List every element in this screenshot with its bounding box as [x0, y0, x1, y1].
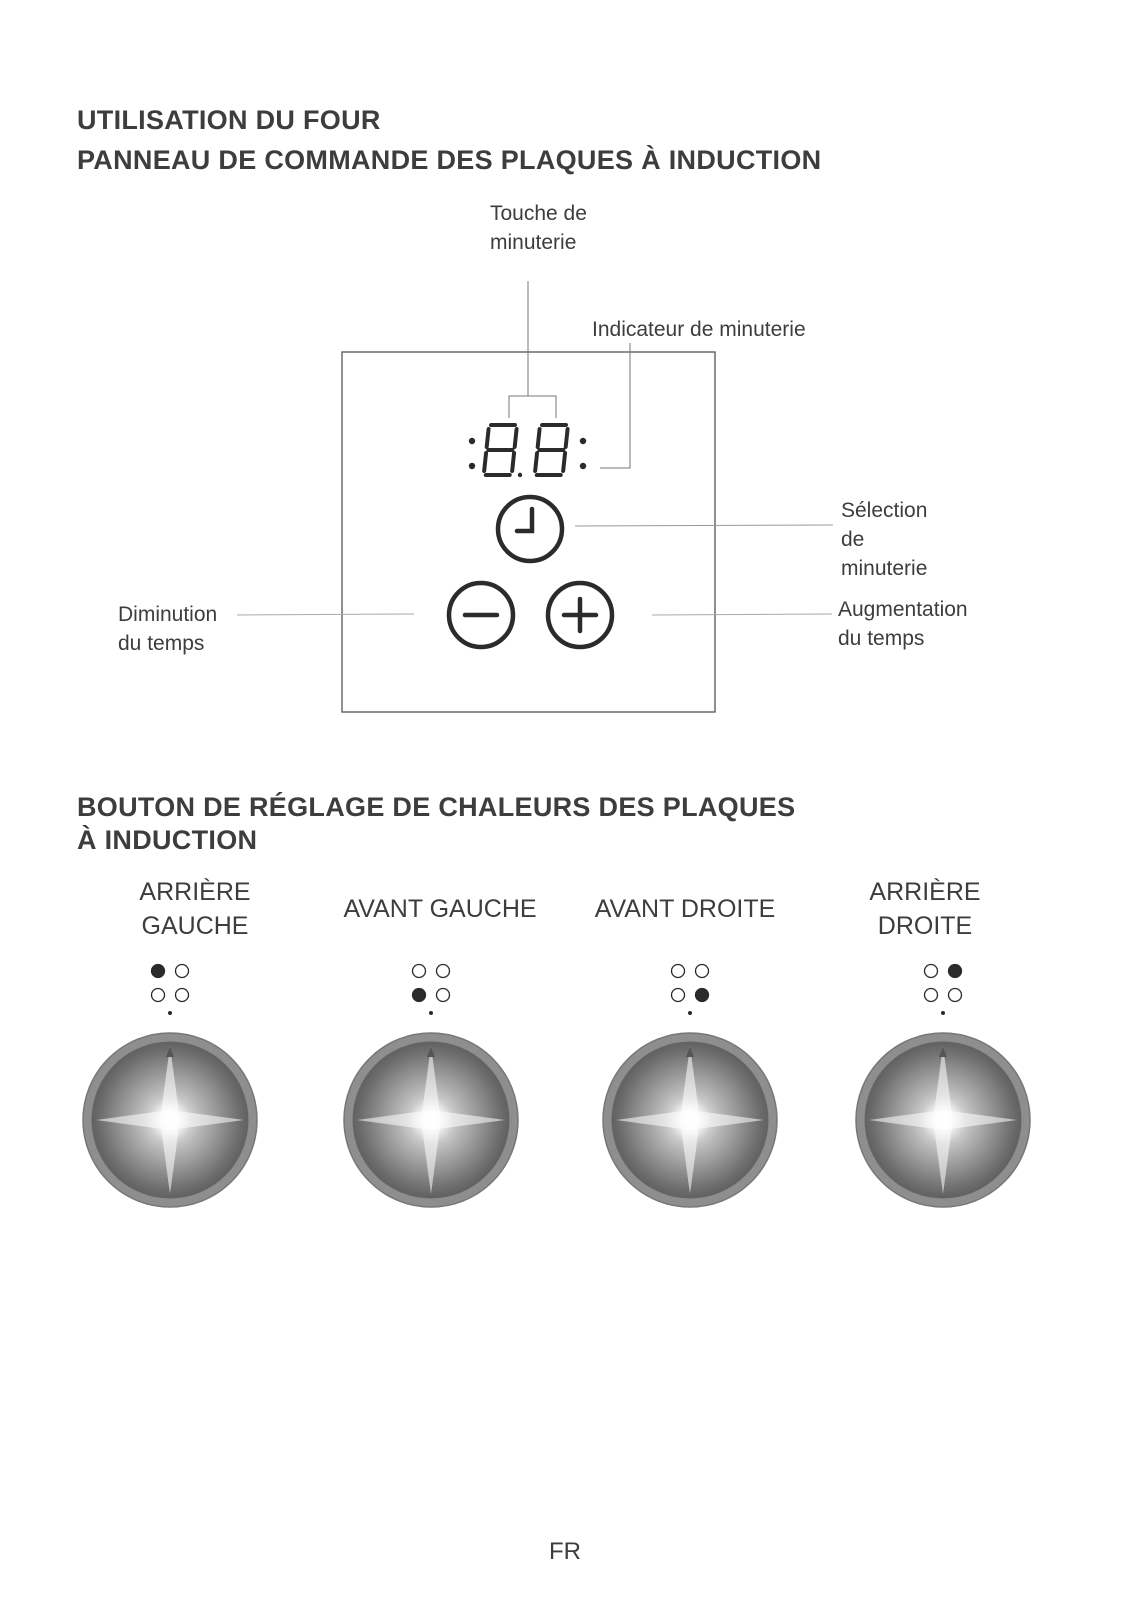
- section-title-panel: PANNEAU DE COMMANDE DES PLAQUES À INDUCTION: [77, 145, 822, 175]
- zone-dot: [949, 989, 962, 1002]
- label-decrease-time: Diminution du temps: [118, 603, 218, 655]
- zone-indicator: [672, 965, 709, 1016]
- zone-indicator: [413, 965, 450, 1016]
- zone-dot: [152, 989, 165, 1002]
- label-timer-select: Sélection de minuterie: [841, 499, 928, 580]
- section-title-knobs: BOUTON DE RÉGLAGE DE CHALEURS DES PLAQUES À INDUCTION: [77, 792, 796, 855]
- zone-center-dot: [941, 1011, 945, 1015]
- knob-highlight: [409, 1098, 453, 1142]
- label-timer-key: Touche de minuterie: [490, 202, 587, 254]
- zone-dot: [672, 965, 685, 978]
- heat-control-knob[interactable]: [344, 1033, 518, 1207]
- label-increase-time: Augmentation du temps: [838, 598, 968, 650]
- zone-dot: [437, 989, 450, 1002]
- zone-indicator: [925, 965, 962, 1016]
- heat-control-knob[interactable]: [603, 1033, 777, 1207]
- active-zone-dot: [696, 989, 709, 1002]
- zone-dot: [925, 965, 938, 978]
- zone-center-dot: [688, 1011, 692, 1015]
- zone-center-dot: [168, 1011, 172, 1015]
- active-zone-dot: [152, 965, 165, 978]
- zone-dot: [176, 965, 189, 978]
- zone-indicator: [152, 965, 189, 1016]
- label-timer-indicator: Indicateur de minuterie: [592, 318, 806, 341]
- knob-label-front-left: AVANT GAUCHE: [343, 895, 537, 923]
- knob-label-rear-right: ARRIÈRE DROITE: [869, 878, 981, 940]
- page-title: UTILISATION DU FOUR: [77, 105, 381, 135]
- active-zone-dot: [413, 989, 426, 1002]
- knob-label-rear-left: ARRIÈRE GAUCHE: [139, 878, 251, 940]
- heat-control-knob[interactable]: [856, 1033, 1030, 1207]
- knob-label-front-right: AVANT DROITE: [594, 895, 776, 923]
- active-zone-dot: [949, 965, 962, 978]
- zone-center-dot: [429, 1011, 433, 1015]
- page-language-marker: FR: [549, 1538, 581, 1565]
- knob-highlight: [148, 1098, 192, 1142]
- zone-dot: [672, 989, 685, 1002]
- knob-highlight: [921, 1098, 965, 1142]
- zone-dot: [437, 965, 450, 978]
- zone-dot: [176, 989, 189, 1002]
- zone-dot: [925, 989, 938, 1002]
- heat-control-knob[interactable]: [83, 1033, 257, 1207]
- zone-dot: [413, 965, 426, 978]
- knob-highlight: [668, 1098, 712, 1142]
- zone-dot: [696, 965, 709, 978]
